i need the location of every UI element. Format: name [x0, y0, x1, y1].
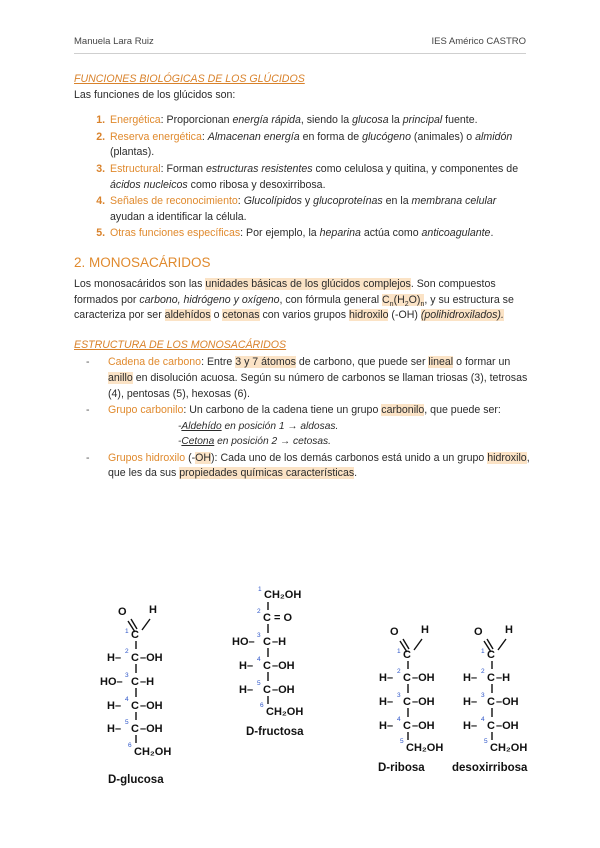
glucose-bonds: [100, 602, 190, 792]
atom-label: H: [149, 604, 157, 616]
carbon-number: 2: [397, 668, 401, 675]
atom-label: –OH: [272, 660, 295, 672]
atom-label: C: [487, 649, 495, 661]
carbon-number: 2: [125, 648, 129, 655]
atom-label: H–: [379, 672, 394, 684]
atom-label: –H: [140, 676, 155, 688]
list-item: [108, 226, 530, 242]
atom-label: C: [263, 612, 271, 624]
molecule-name: D-glucosa: [108, 774, 164, 786]
item-text: : Proporcionan: [160, 114, 233, 127]
atom-label: CH₂OH: [264, 589, 302, 601]
atom-label: CH₂OH: [134, 746, 172, 758]
item-term: Energética: [110, 114, 161, 127]
item-text: (plantas).: [110, 146, 155, 159]
item-term: Estructural: [110, 162, 161, 175]
atom-label: C: [131, 700, 139, 712]
para-text: (-OH): [388, 309, 421, 322]
highlight: lineal: [428, 356, 454, 369]
functions-list: [74, 113, 530, 242]
item-text: : Entre: [201, 356, 236, 369]
atom-label: –OH: [140, 700, 163, 712]
list-item: [108, 403, 530, 450]
item-text: ): Cada uno de los demás carbonos está unido a un grupo: [211, 451, 488, 464]
functions-intro: Las funciones de los glúcidos son:: [74, 88, 236, 101]
item-italic: estructuras resistentes: [205, 162, 313, 175]
list-item: [108, 130, 530, 161]
item-text: fuente.: [442, 114, 478, 127]
list-item: [108, 113, 530, 129]
atom-label: C: [263, 636, 271, 648]
carbon-number: 4: [257, 656, 261, 663]
item-italic: glucógeno: [362, 130, 411, 143]
molecule-name: desoxirribosa: [452, 762, 528, 774]
carbon-number: 1: [125, 628, 129, 635]
list-item: [108, 451, 530, 482]
monosaccharides-paragraph: [74, 277, 530, 324]
sub-underline: Aldehído: [181, 420, 222, 432]
author-name: Manuela Lara Ruiz: [74, 36, 154, 47]
atom-label: H: [505, 624, 513, 636]
item-text: : Por ejemplo, la: [240, 227, 320, 240]
carbon-number: 1: [397, 648, 401, 655]
atom-label: H–: [107, 652, 122, 664]
list-item: [108, 194, 530, 225]
atom-label: CH₂OH: [490, 742, 528, 754]
formula-sub: n: [420, 300, 425, 308]
atom-label: H–: [239, 660, 254, 672]
item-term: Señales de reconocimiento: [110, 195, 238, 208]
item-text: y: [301, 195, 314, 208]
formula-sub: 2: [404, 300, 409, 308]
formula-part: (H: [393, 293, 405, 306]
molecule-name: D-ribosa: [378, 762, 425, 774]
para-text: . Son compuestos formados por: [74, 277, 496, 306]
list-item: [108, 355, 530, 402]
para-italic: carbono, hidrógeno y oxígeno: [139, 293, 280, 306]
atom-label: C: [131, 629, 139, 641]
item-text: , siendo la: [300, 114, 353, 127]
carbon-number: 1: [258, 586, 262, 593]
atom-label: HO–: [232, 636, 255, 648]
item-italic: principal: [402, 114, 443, 127]
atom-label: H–: [107, 700, 122, 712]
item-text: :: [237, 195, 244, 208]
deoxyribose-structure: [452, 622, 556, 774]
item-text: ayudan a identificar la célula.: [110, 210, 247, 223]
highlight: anillo: [108, 371, 133, 384]
item-text: (-: [185, 451, 196, 464]
fructose-structure: [232, 586, 332, 756]
atom-label: C: [487, 720, 495, 732]
item-italic: glucoproteínas: [313, 195, 383, 208]
atom-label: H–: [463, 672, 478, 684]
item-text: .: [354, 467, 358, 480]
atom-label: H–: [107, 723, 122, 735]
item-term: Grupo carbonilo: [108, 404, 184, 417]
ketone-line: [108, 434, 530, 450]
sub-text: -: [178, 420, 182, 432]
item-italic: energía rápida: [232, 114, 301, 127]
atom-label: C: [487, 672, 495, 684]
atom-label: H–: [239, 684, 254, 696]
para-text: con varios grupos: [259, 309, 350, 322]
item-italic: anticoagulante: [421, 227, 491, 240]
highlight: aldehídos: [164, 309, 211, 322]
item-text: : Forman: [160, 162, 206, 175]
item-term: Cadena de carbono: [108, 356, 202, 369]
item-italic: ácidos nucleicos: [110, 178, 188, 191]
highlight: 3 y 7 átomos: [235, 356, 296, 369]
item-text: (animales) o: [410, 130, 476, 143]
sub-text: -: [178, 436, 182, 448]
atom-label: H–: [379, 696, 394, 708]
carbon-number: 2: [257, 608, 261, 615]
molecule-name: D-fructosa: [246, 726, 304, 738]
item-text: en disolución acuosa. Según su número de carbonos se llaman triosas (3), tetrosas (4), pentosas (5), hexosas (6).: [108, 371, 528, 400]
atom-label: C: [263, 660, 271, 672]
atom-label: O: [118, 606, 127, 618]
item-italic: almidón: [475, 130, 513, 143]
item-italic: glucosa: [352, 114, 389, 127]
para-text: Los monosacáridos son las: [74, 277, 206, 290]
item-term: Reserva energética: [110, 130, 202, 143]
item-italic: Almacenan energía: [207, 130, 300, 143]
carbon-number: 5: [257, 680, 261, 687]
atom-label: –OH: [140, 723, 163, 735]
item-text: actúa como: [360, 227, 422, 240]
atom-label: CH₂OH: [266, 706, 304, 718]
general-formula: [382, 294, 424, 306]
item-text: o formar un: [453, 356, 511, 369]
document-body: [74, 72, 530, 483]
atom-label: –H: [272, 636, 287, 648]
item-text: como ribosa y desoxirribosa.: [187, 178, 326, 191]
monosaccharide-diagrams: [90, 580, 550, 786]
carbon-number: 4: [481, 716, 485, 723]
carbon-number: 4: [397, 716, 401, 723]
item-text: como celulosa y quitina, y componentes de: [312, 162, 519, 175]
carbon-number: 2: [481, 668, 485, 675]
atom-label: O: [474, 626, 483, 638]
carbon-number: 5: [484, 738, 488, 745]
aldehyde-line: [108, 419, 530, 435]
para-text: o: [210, 309, 223, 322]
page-header: [74, 36, 526, 50]
atom-label: –OH: [412, 672, 435, 684]
carbon-number: 3: [397, 692, 401, 699]
item-text: :: [201, 130, 208, 143]
atom-label: C: [131, 652, 139, 664]
item-italic: Glucolípidos: [243, 195, 302, 208]
carbon-number: 6: [260, 702, 264, 709]
highlight: OH: [195, 451, 212, 464]
highlight: hidroxilo: [349, 309, 389, 322]
sub-underline: Cetona: [181, 436, 215, 448]
item-term: Grupos hidroxilo: [108, 451, 186, 464]
carbon-number: 1: [481, 648, 485, 655]
atom-label: H–: [463, 720, 478, 732]
sub-text: en posición 1 → aldosas.: [221, 420, 339, 432]
atom-label: –OH: [272, 684, 295, 696]
atom-label: = O: [274, 612, 293, 624]
item-italic: membrana celular: [411, 195, 497, 208]
carbon-number: 3: [481, 692, 485, 699]
carbon-number: 5: [400, 738, 404, 745]
highlight: propiedades químicas características: [179, 467, 355, 480]
formula-part: C: [382, 293, 390, 306]
item-text: : Un carbono de la cadena tiene un grupo: [183, 404, 382, 417]
structure-list: [74, 355, 530, 482]
atom-label: H: [421, 624, 429, 636]
atom-label: –H: [496, 672, 511, 684]
atom-label: –OH: [412, 696, 435, 708]
item-text: .: [490, 227, 494, 240]
atom-label: C: [131, 723, 139, 735]
atom-label: C: [487, 696, 495, 708]
carbon-number: 3: [257, 632, 261, 639]
item-text: de carbono, que puede ser: [295, 356, 429, 369]
atom-label: –OH: [140, 652, 163, 664]
carbon-number: 6: [128, 742, 132, 749]
school-name: IES Américo CASTRO: [431, 36, 526, 47]
highlight: hidroxilo: [487, 451, 527, 464]
highlight: (polihidroxilados).: [420, 309, 504, 322]
atom-label: C: [131, 676, 139, 688]
highlight: unidades básicas de los glúcidos complejos: [205, 277, 411, 290]
atom-label: –OH: [496, 696, 519, 708]
carbon-number: 4: [125, 696, 129, 703]
atom-label: H–: [463, 696, 478, 708]
atom-label: –OH: [412, 720, 435, 732]
item-italic: heparina: [319, 227, 361, 240]
header-divider: [74, 53, 526, 54]
atom-label: H–: [379, 720, 394, 732]
structure-heading: ESTRUCTURA DE LOS MONOSACÁRIDOS: [74, 338, 287, 351]
sub-text: en posición 2 → cetosas.: [214, 436, 331, 448]
ribose-structure: [372, 622, 462, 772]
functions-heading: FUNCIONES BIOLÓGICAS DE LOS GLÚCIDOS: [74, 73, 305, 85]
atom-label: HO–: [100, 676, 123, 688]
highlight: carbonilo: [381, 404, 425, 417]
para-text: , con fórmula general: [279, 293, 383, 306]
atom-label: C: [403, 696, 411, 708]
list-item: [108, 162, 530, 193]
glucose-structure: [100, 602, 190, 792]
formula-sub: n: [389, 300, 394, 308]
para-text: , y su estructura se caracteriza por ser: [74, 293, 514, 322]
atom-label: C: [403, 649, 411, 661]
item-text: la: [388, 114, 403, 127]
atom-label: –OH: [496, 720, 519, 732]
item-text: en la: [382, 195, 412, 208]
item-term: Otras funciones específicas: [110, 227, 241, 240]
item-text: , que les da sus: [108, 451, 530, 480]
atom-label: CH₂OH: [406, 742, 444, 754]
item-text: , que puede ser:: [424, 404, 501, 417]
item-text: en forma de: [299, 130, 363, 143]
atom-label: C: [263, 684, 271, 696]
atom-label: C: [403, 672, 411, 684]
formula-part: O): [408, 293, 421, 306]
carbon-number: 5: [125, 719, 129, 726]
atom-label: C: [403, 720, 411, 732]
highlight: cetonas: [222, 309, 260, 322]
monosaccharides-heading: 2. MONOSACÁRIDOS: [74, 254, 211, 270]
carbon-number: 3: [125, 672, 129, 679]
atom-label: O: [390, 626, 399, 638]
